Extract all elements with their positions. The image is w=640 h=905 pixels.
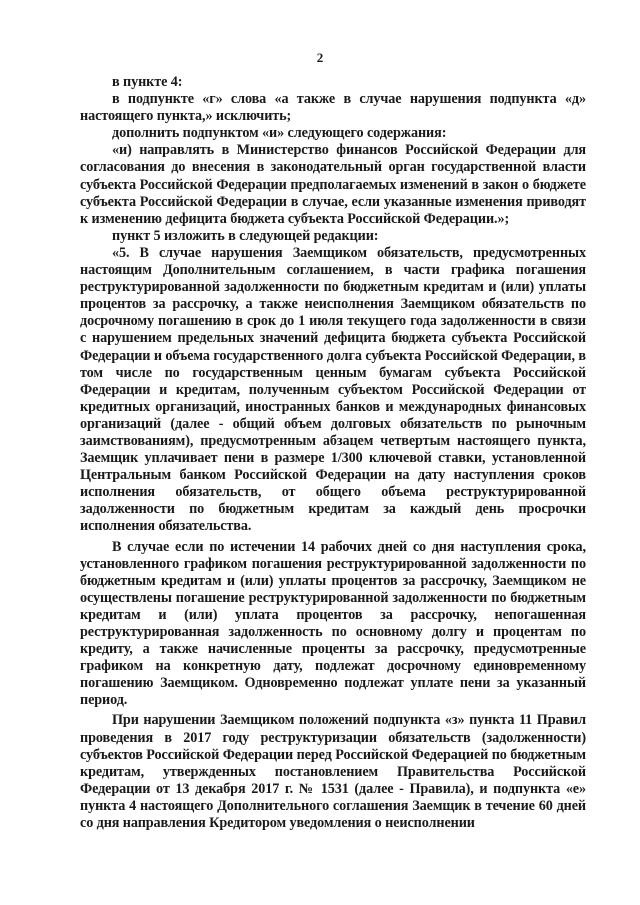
paragraph-subpoint-g: в подпункте «г» слова «а также в случае нарушения подпункта «д» настоящего пункта,» исключить; (80, 91, 586, 125)
paragraph-point-5-intro: пункт 5 изложить в следующей редакции: (112, 227, 379, 244)
paragraph-subpoint-i-text: «и) направлять в Министерство финансов Российской Федерации для согласования до внесения в законодательный орган государственной власти субъекта Российской Федерации предполагаемых изменений в закон о бюджете субъекта Российской Федерации в случае, если указанные изменения приводят к изменению дефицита бюджета субъекта Российской Федерации.»; (80, 142, 586, 227)
page-number: 2 (316, 50, 324, 65)
paragraph-early-repayment: В случае если по истечении 14 рабочих дней со дня наступления срока, установленного графиком погашения реструктурированной задолженности по бюджетным кредитам и (или) уплаты процентов за рассрочку, Заемщиком не осуществлены погашение реструктурированной задолженности по бюджетным кредитам и (или) уплата процентов за рассрочку, непогашенная реструктурированная задолженность по основному долгу и процентам по кредиту, а также начисленные проценты за рассрочку, предусмотренные графиком на конкретную дату, подлежат досрочному единовременному погашению Заемщиком. Одновременно подлежат уплате пени за указанный период. (80, 538, 586, 709)
document-body (80, 74, 586, 832)
paragraph-add-subpoint-i: дополнить подпунктом «и» следующего содержания: (112, 125, 447, 142)
paragraph-violation-rules: При нарушении Заемщиком положений подпункта «з» пункта 11 Правил проведения в 2017 году реструктуризации обязательств (задолженности) субъектов Российской Федерации перед Российской Федерацией по бюджетным кредитам, утвержденных постановлением Правительства Российской Федерации от 13 декабря 2017 г. № 1531 (далее - Правила), и подпункта «е» пункта 4 настоящего Дополнительного соглашения Заемщик в течение 60 дней со дня направления Кредитором уведомления о неисполнении (80, 712, 586, 832)
paragraph-point-5-text: «5. В случае нарушения Заемщиком обязательств, предусмотренных настоящим Дополнительным соглашением, в части графика погашения реструктурированной задолженности по бюджетным кредитам и (или) уплаты процентов за рассрочку, а также неисполнения Заемщиком обязательств по досрочному погашению в срок до 1 июля текущего года задолженности в связи с нарушением предельных значений дефицита бюджета субъекта Российской Федерации и объема государственного долга субъекта Российской Федерации, в том числе по государственным ценным бумагам субъекта Российской Федерации и кредитам, полученным субъектом Российской Федерации от кредитных организаций, иностранных банков и международных финансовых организаций (далее - общий объем долговых обязательств по рыночным заимствованиям), предусмотренным абзацем четвертым настоящего пункта, Заемщик уплачивает пени в размере 1/300 ключевой ставки, установленной Центральным банком Российской Федерации на дату наступления сроков исполнения обязательств, от общего объема реструктурированной задолженности по бюджетным кредитам за каждый день просрочки исполнения обязательства. (80, 244, 586, 535)
paragraph-point-4: в пункте 4: (112, 74, 183, 90)
